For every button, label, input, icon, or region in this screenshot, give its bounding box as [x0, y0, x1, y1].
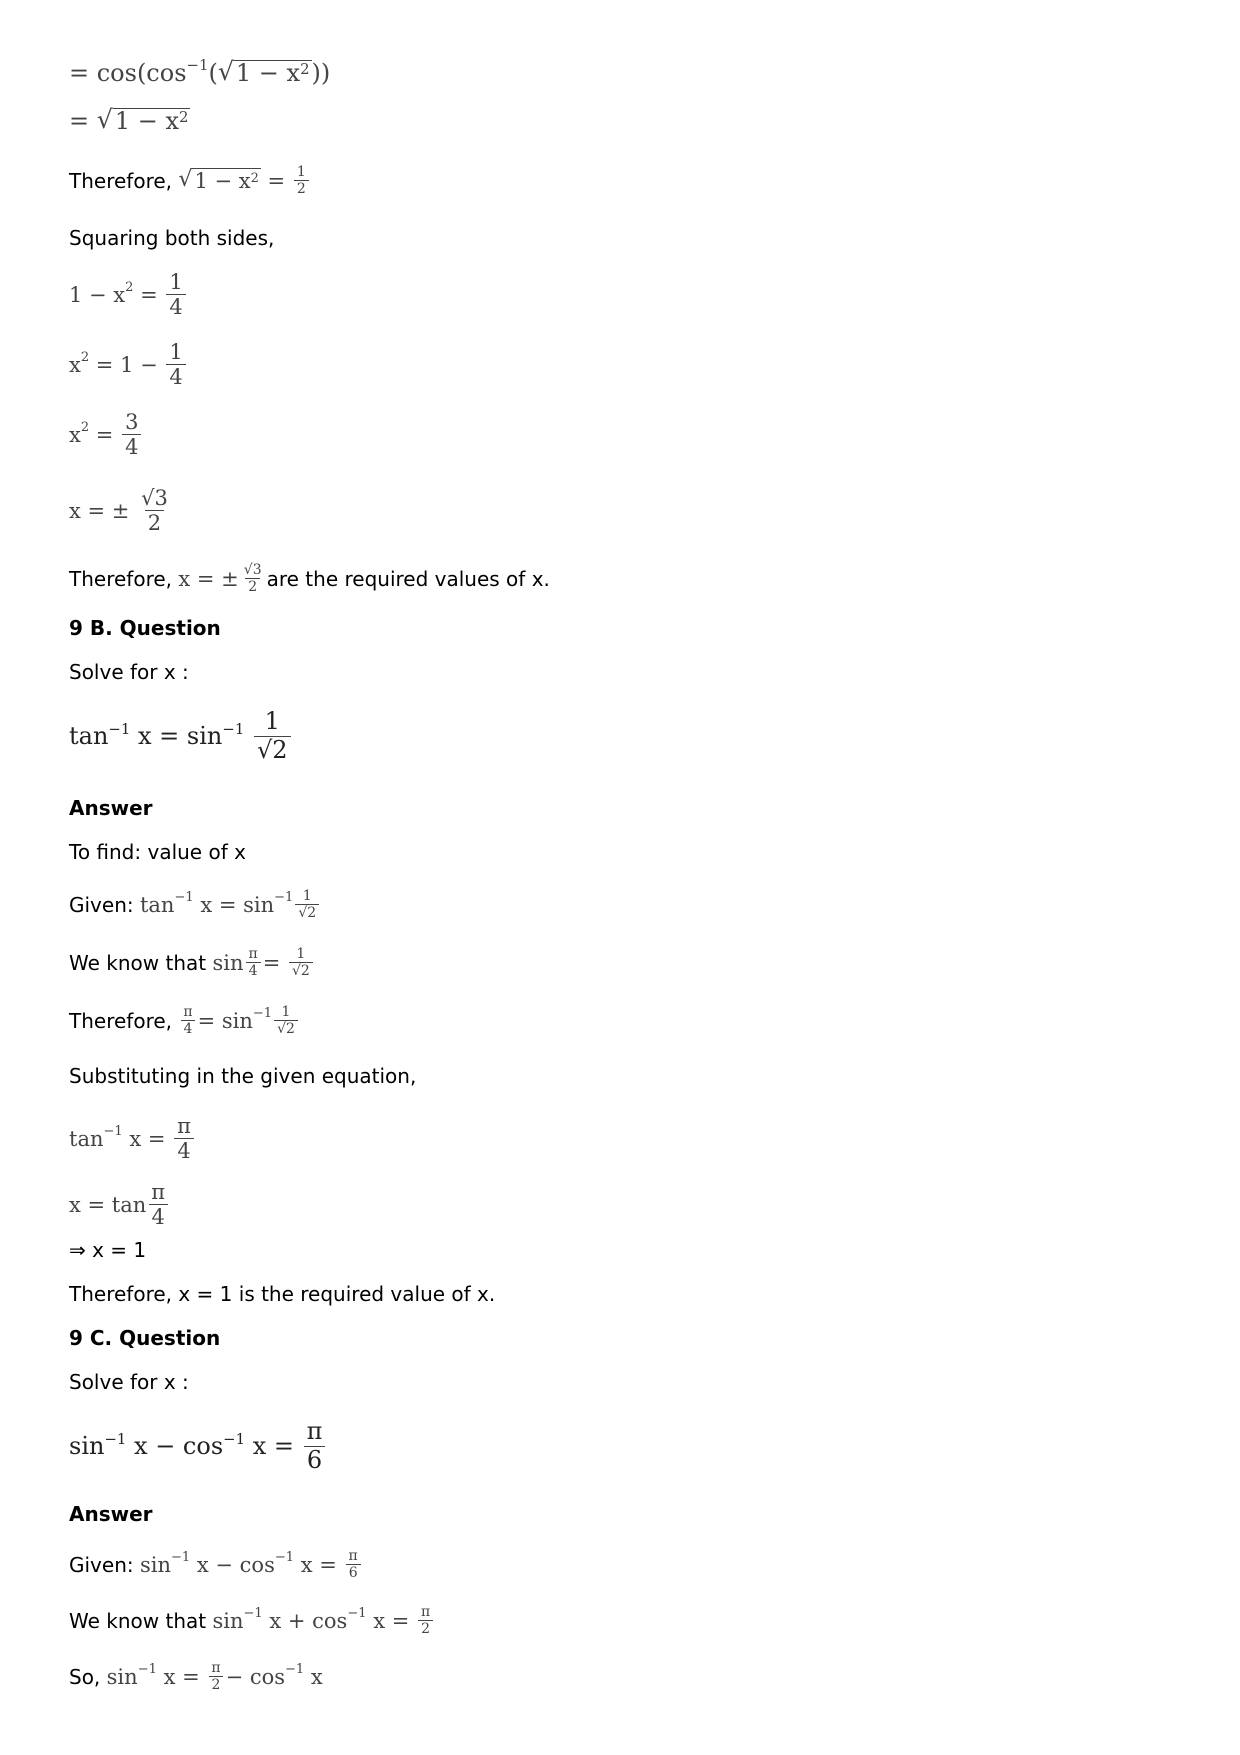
fraction: $\frac{1}{√2}$ — [289, 946, 313, 979]
given-line-9c: Given: sin $^{-1}$ x − cos $^{-1}$ x = $\frac{\pi}{6}$ — [69, 1548, 363, 1581]
therefore-line-2: Therefore, x = ± $\frac{√3}{2}$ are the required values of x. — [69, 562, 550, 596]
question-9b-heading: 9 B. Question — [69, 616, 221, 640]
question-9c-equation: sin $^{-1}$ x − cos $^{-1}$ x = $\frac{\pi}{6}$ — [69, 1418, 327, 1474]
radicand: 1 − x — [235, 59, 301, 87]
fraction-pi: $\frac{\pi}{6}$ — [346, 1548, 361, 1581]
question-9b-prompt: Solve for x : — [69, 660, 189, 684]
substituting-text: Substituting in the given equation, — [69, 1064, 417, 1088]
question-9c-prompt: Solve for x : — [69, 1370, 189, 1394]
to-find-text: To find: value of x — [69, 840, 246, 864]
fraction: $\frac{√3}{2}$ — [243, 562, 262, 596]
fraction: $\frac{1}{√2}$ — [254, 708, 291, 764]
sub-line-1: tan $^{-1}$ x = $\frac{\pi}{4}$ — [69, 1114, 196, 1163]
therefore-label: Therefore, — [69, 168, 173, 193]
answer-9c-heading: Answer — [69, 1502, 153, 1526]
fraction: $\frac{1}{4}$ — [166, 340, 185, 389]
fraction: $\frac{√3}{2}$ — [141, 486, 168, 536]
sqrt-expression: √ $1 - x^2$ — [217, 57, 310, 87]
step-line-4: x = ± $\frac{√3}{2}$ — [69, 486, 173, 535]
superscript: 2 — [250, 170, 259, 186]
fraction-pi: $\frac{\pi}{4}$ — [174, 1114, 194, 1163]
superscript: 2 — [300, 59, 310, 78]
implies-line: ⇒ x = 1 — [69, 1238, 147, 1262]
so-line-9c: So, sin $^{-1}$ x = $\frac{\pi}{2}$ − cos $^{-1}$ x — [69, 1660, 323, 1694]
fraction: $\frac{1}{√2}$ — [295, 888, 319, 921]
radicand: 1 − x — [194, 169, 251, 194]
fraction: $\frac{1}{√2}$ — [274, 1004, 298, 1037]
therefore-line-1: Therefore, √ $1 - x^2$ = $\frac{1}{2}$ — [69, 164, 311, 197]
fraction-pi: $\frac{\pi}{4}$ — [180, 1004, 195, 1037]
sqrt-expression: √ $1 - x^2$ — [96, 105, 189, 135]
step-line-3: x $^2$ = $\frac{3}{4}$ — [69, 410, 143, 459]
fraction-pi: $\frac{\pi}{2}$ — [208, 1660, 223, 1693]
question-9b-equation: tan $^{-1}$ x = sin $^{-1}$ $\frac{1}{√2}$ — [69, 708, 293, 764]
step-line-2: x $^2$ = 1 − $\frac{1}{4}$ — [69, 340, 188, 389]
squaring-text: Squaring both sides, — [69, 226, 275, 250]
therefore-line-9b: Therefore, $\frac{\pi}{4}$ = sin $^{-1}$ $\frac{1}{√2}$ — [69, 1004, 300, 1037]
fraction-pi: $\frac{\pi}{6}$ — [304, 1418, 326, 1474]
eq-text: = cos(cos — [69, 58, 187, 87]
equation-line-1: = cos(cos $^{-1}$ ( √ $1 - x^2$ )) — [69, 56, 331, 87]
fraction-pi: $\frac{\pi}{2}$ — [418, 1604, 433, 1637]
step-line-1: 1 − x $^2$ = $\frac{1}{4}$ — [69, 270, 188, 319]
equation-line-2: = √ $1 - x^2$ — [69, 105, 189, 135]
radicand: 1 − x — [114, 107, 179, 135]
answer-9b-heading: Answer — [69, 796, 153, 820]
fraction-one-half: $\frac{1}{2}$ — [294, 164, 309, 197]
superscript: 2 — [178, 107, 189, 126]
conclusion-9b: Therefore, x = 1 is the required value of x. — [69, 1282, 496, 1306]
sqrt-expression: √ $1 - x^2$ — [178, 167, 259, 194]
fraction-pi: $\frac{\pi}{4}$ — [245, 946, 260, 979]
fraction: $\frac{3}{4}$ — [122, 410, 141, 459]
sub-line-2: x = tan $\frac{\pi}{4}$ — [69, 1180, 170, 1229]
we-know-line-9b: We know that sin $\frac{\pi}{4}$ = $\frac{1}{√2}$ — [69, 946, 315, 979]
question-9c-heading: 9 C. Question — [69, 1326, 221, 1350]
fraction-pi: $\frac{\pi}{4}$ — [148, 1180, 168, 1229]
given-line-9b: Given: tan $^{-1}$ x = sin $^{-1}$ $\frac{1}{√2}$ — [69, 888, 321, 921]
fraction: $\frac{1}{4}$ — [166, 270, 185, 319]
we-know-line-9c: We know that sin $^{-1}$ x + cos $^{-1}$ x = $\frac{\pi}{2}$ — [69, 1604, 435, 1637]
